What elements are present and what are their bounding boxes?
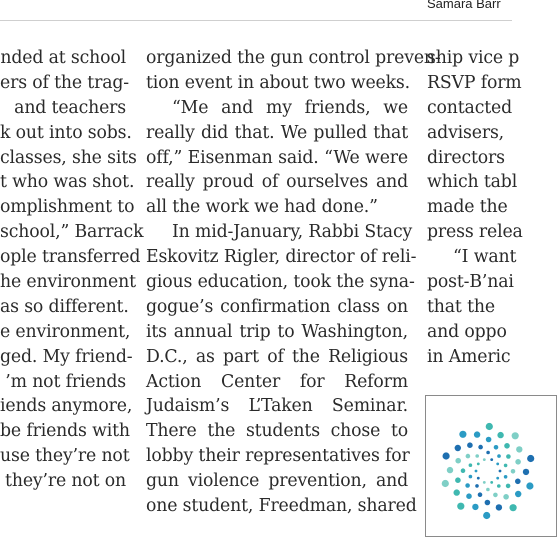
- logo-dot: [485, 500, 491, 506]
- logo-dot: [443, 452, 450, 459]
- text-line: and teachers: [14, 97, 126, 118]
- text-line: gogue’s confirmation class on: [146, 296, 408, 317]
- logo-dot: [506, 454, 511, 459]
- text-line: iends anymore,: [0, 396, 133, 417]
- paragraph-first-line: In mid-January, Rabbi Stacy: [172, 222, 413, 243]
- text-line: ’m not friends: [5, 371, 126, 392]
- logo-dot: [461, 468, 466, 473]
- text-line: ople transferred: [0, 247, 141, 268]
- text-line: that the: [427, 296, 495, 317]
- logo-dot: [486, 451, 490, 455]
- logo-dot: [504, 464, 508, 468]
- logo-dot: [472, 504, 478, 510]
- text-line: made the: [427, 197, 508, 218]
- logo-dot: [499, 470, 502, 473]
- logo-dot: [454, 489, 460, 495]
- text-line: its annual trip to Washington,: [146, 321, 408, 342]
- logo-dot: [496, 463, 499, 466]
- logo-dot: [465, 483, 470, 488]
- logo-dot: [526, 482, 533, 489]
- text-line: off,” Eisenman said. “We were: [146, 147, 408, 168]
- text-line: all the work we had done.”: [146, 197, 378, 218]
- text-line: be friends with: [0, 421, 130, 442]
- logo-dot: [447, 467, 453, 473]
- logo-dot: [475, 454, 479, 458]
- logo-dot: [474, 431, 480, 437]
- logo-dot: [467, 442, 473, 448]
- logo-dot: [504, 475, 508, 479]
- text-line: press relea: [427, 222, 523, 243]
- article-column-right: [427, 46, 527, 370]
- author-byline: Samara Barr: [427, 0, 501, 11]
- logo-dot: [455, 445, 461, 451]
- logo-dot: [510, 504, 517, 511]
- text-line: tion event in about two weeks.: [146, 72, 410, 93]
- header-rule: [0, 20, 512, 21]
- text-line: they’re not on: [5, 471, 126, 492]
- inset-logo-box: [425, 395, 557, 537]
- logo-dot: [504, 443, 510, 449]
- text-line: gun violence prevention, and: [146, 471, 408, 492]
- text-line: ers of the trag-: [0, 72, 129, 93]
- logo-dot: [506, 484, 511, 489]
- logo-dot: [497, 484, 501, 488]
- logo-dot: [478, 445, 483, 450]
- logo-dot: [457, 503, 464, 510]
- logo-dot: [503, 494, 509, 500]
- text-line: k out into sobs.: [0, 122, 132, 143]
- logo-dot: [486, 423, 493, 430]
- logo-dot: [469, 463, 473, 467]
- text-line: There the students chose to: [146, 421, 408, 442]
- text-line: he environment: [0, 272, 136, 293]
- logo-dot: [512, 432, 519, 439]
- logo-dot: [511, 469, 516, 474]
- text-line: classes, she sits: [0, 147, 137, 168]
- text-line: school,” Barrack: [0, 222, 144, 243]
- logo-dot: [523, 469, 529, 475]
- text-line: as so different.: [0, 296, 129, 317]
- logo-dot: [478, 492, 483, 497]
- text-line: Action Center for Reform: [146, 371, 408, 392]
- text-line: Judaism’s L’Taken Seminar.: [146, 396, 408, 417]
- text-line: e environment,: [0, 321, 131, 342]
- logo-dot: [466, 454, 471, 459]
- logo-dot: [527, 455, 534, 462]
- text-line: omplishment to: [0, 197, 135, 218]
- logo-dot: [466, 493, 472, 499]
- logo-dot: [515, 459, 521, 465]
- text-line: RSVP form: [427, 72, 522, 93]
- logo-dot: [494, 445, 499, 450]
- text-line: use they’re not: [0, 446, 130, 467]
- logo-dot: [455, 458, 461, 464]
- logo-dot: [486, 488, 490, 492]
- paragraph-first-line: “I want: [453, 247, 517, 268]
- text-line: and oppo: [427, 321, 507, 342]
- text-line: directors: [427, 147, 505, 168]
- text-line: which tabl: [427, 172, 518, 193]
- logo-dot: [475, 484, 479, 488]
- text-line: really proud of ourselves and: [146, 172, 408, 193]
- text-line: Eskovitz Rigler, director of reli-: [146, 247, 417, 268]
- logo-dot: [483, 458, 486, 461]
- logo-dot: [496, 477, 499, 480]
- article-column-left: [0, 46, 144, 494]
- text-line: nded at school: [0, 48, 126, 68]
- logo-dot: [477, 477, 480, 480]
- text-line: lobby their representatives for: [146, 446, 410, 467]
- article-column-middle: [146, 46, 441, 519]
- logo-dot: [483, 481, 486, 484]
- logo-dot: [493, 493, 498, 498]
- dot-spiral-logo-icon: [426, 396, 556, 536]
- text-line: ship vice p: [427, 48, 520, 68]
- text-line: advisers,: [427, 122, 505, 143]
- logo-dot: [515, 491, 521, 497]
- logo-dot: [497, 454, 501, 458]
- logo-dot: [515, 479, 521, 485]
- text-line: in Americ: [427, 346, 511, 367]
- logo-dot: [469, 475, 473, 479]
- text-line: t who was shot.: [0, 172, 135, 193]
- text-line: post-B’nai: [427, 272, 514, 293]
- logo-dot: [490, 481, 493, 484]
- text-line: gious education, took the syna-: [146, 272, 415, 293]
- logo-dot: [442, 480, 449, 487]
- paragraph-first-line: “Me and my friends, we: [172, 97, 408, 118]
- text-line: really did that. We pulled that: [146, 122, 408, 143]
- logo-dot: [455, 477, 461, 483]
- text-line: contacted: [427, 97, 513, 118]
- logo-dot: [486, 437, 492, 443]
- logo-dot: [496, 504, 502, 510]
- logo-dot: [516, 446, 522, 452]
- text-line: ged. My friend-: [0, 346, 133, 367]
- logo-dot: [490, 458, 493, 461]
- text-line: organized the gun control preven-: [146, 48, 441, 68]
- logo-dot: [497, 432, 503, 438]
- logo-dot: [459, 431, 466, 438]
- text-line: one student, Freedman, shared: [146, 496, 417, 517]
- logo-dot: [475, 470, 478, 473]
- logo-dot: [477, 463, 480, 466]
- logo-dot: [483, 512, 490, 519]
- text-line: D.C., as part of the Religious: [146, 346, 408, 367]
